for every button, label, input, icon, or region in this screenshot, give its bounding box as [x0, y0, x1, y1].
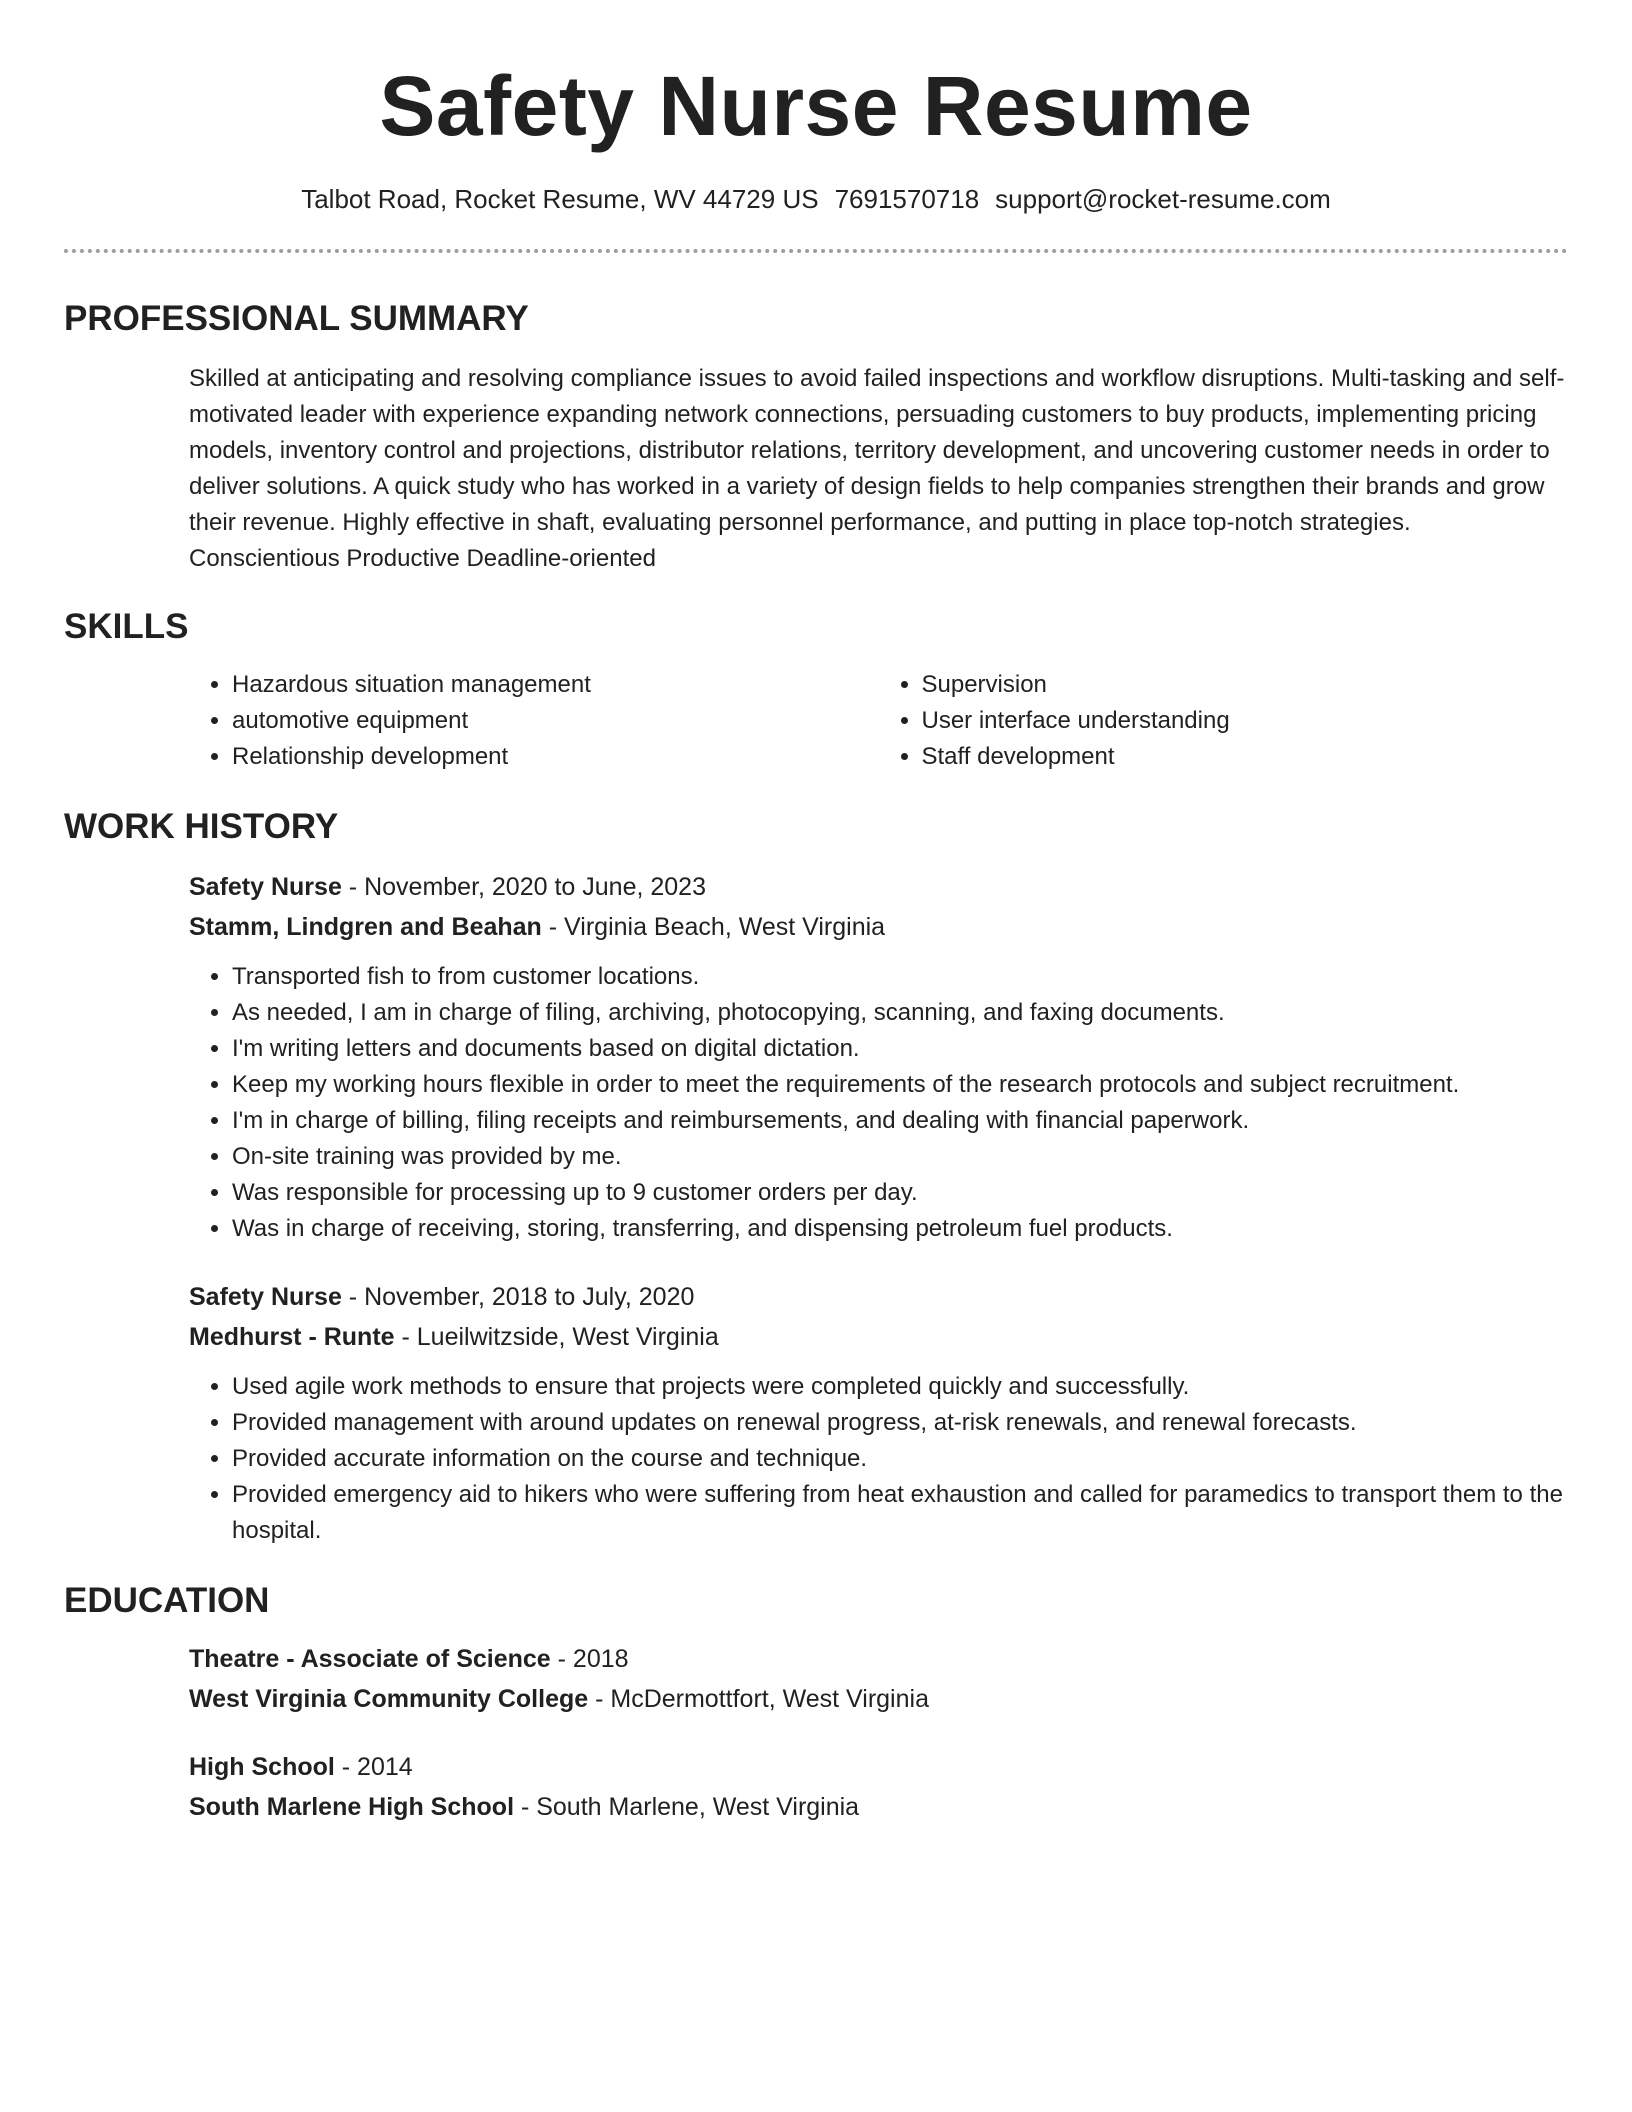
job-title: Safety Nurse	[189, 1283, 342, 1311]
skill-item: • Staff development	[922, 739, 1569, 775]
skill-item: • automotive equipment	[232, 703, 879, 739]
education-year: - 2018	[550, 1645, 629, 1673]
job-company: Medhurst - Runte	[189, 1323, 395, 1351]
education-school: West Virginia Community College	[189, 1685, 589, 1713]
contact-address: Talbot Road, Rocket Resume, WV 44729 US	[301, 184, 819, 214]
header-divider	[64, 249, 1568, 253]
resume-title: Safety Nurse Resume	[379, 59, 1253, 153]
job-duty: • Transported fish to from customer locations.	[232, 959, 1568, 995]
education-location: - McDermottfort, West Virginia	[588, 1685, 929, 1713]
job-location: - Lueilwitzside, West Virginia	[394, 1323, 719, 1351]
education-school: South Marlene High School	[189, 1793, 515, 1821]
skill-item: • Relationship development	[232, 739, 879, 775]
education-section	[64, 1579, 1568, 1827]
education-degree: High School	[189, 1753, 335, 1781]
job-duty: • Provided emergency aid to hikers who were suffering from heat exhaustion and called for paramedics to transport them to the hospital.	[232, 1477, 1568, 1549]
job-duty: • On-site training was provided by me.	[232, 1139, 1568, 1175]
job-duty: • Used agile work methods to ensure that projects were completed quickly and successfully.	[232, 1369, 1568, 1405]
skills-heading: SKILLS	[64, 607, 189, 646]
skill-item: • Hazardous situation management	[232, 667, 879, 703]
job-title-line	[189, 1277, 1568, 1317]
job-duty: • I'm writing letters and documents based on digital dictation.	[232, 1031, 1568, 1067]
summary-text: Skilled at anticipating and resolving compliance issues to avoid failed inspections and workflow disruptions. Multi-tasking and self-motivated leader with experience expanding network connections, persuading customers to buy products, implementing pricing models, inventory control and projections, distributor relations, territory development, and uncovering customer needs in order to deliver solutions. A quick study who has worked in a variety of design fields to help companies strengthen their brands and grow their revenue. Highly effective in shaft, evaluating personnel performance, and putting in place top-notch strategies. Conscientious Productive Deadline-oriented	[189, 365, 1565, 572]
job-entry	[189, 1277, 1568, 1549]
job-entry	[189, 867, 1568, 1247]
job-title-line	[189, 867, 1568, 907]
job-dates: - November, 2018 to July, 2020	[341, 1283, 695, 1311]
education-heading: EDUCATION	[64, 1581, 270, 1620]
education-school-line	[189, 1787, 1568, 1827]
job-duty: • I'm in charge of billing, filing receipts and reimbursements, and dealing with financial paperwork.	[232, 1103, 1568, 1139]
job-duty: • Was responsible for processing up to 9 customer orders per day.	[232, 1175, 1568, 1211]
skills-list	[189, 667, 1568, 775]
job-dates: - November, 2020 to June, 2023	[341, 873, 706, 901]
skills-column-left	[189, 667, 879, 775]
education-year: - 2014	[334, 1753, 413, 1781]
education-degree-line	[189, 1639, 1568, 1679]
job-duty: • Keep my working hours flexible in order to meet the requirements of the research protocols and subject recruitment.	[232, 1067, 1568, 1103]
education-location: - South Marlene, West Virginia	[514, 1793, 860, 1821]
skills-section	[64, 605, 1568, 775]
education-entry	[189, 1747, 1568, 1827]
job-duty: • Was in charge of receiving, storing, transferring, and dispensing petroleum fuel products.	[232, 1211, 1568, 1247]
job-duties	[189, 1369, 1568, 1549]
education-entry	[189, 1639, 1568, 1719]
skill-item: • Supervision	[922, 667, 1569, 703]
skills-column-right	[879, 667, 1569, 775]
job-duty: • Provided management with around updates on renewal progress, at-risk renewals, and renewal forecasts.	[232, 1405, 1568, 1441]
job-company-line	[189, 907, 1568, 947]
education-school-line	[189, 1679, 1568, 1719]
contact-email: support@rocket-resume.com	[995, 184, 1331, 214]
job-company-line	[189, 1317, 1568, 1357]
job-duty: • Provided accurate information on the course and technique.	[232, 1441, 1568, 1477]
education-degree: Theatre - Associate of Science	[189, 1645, 551, 1673]
summary-heading: PROFESSIONAL SUMMARY	[64, 299, 529, 338]
job-duties	[189, 959, 1568, 1247]
summary-section	[64, 297, 1568, 577]
work-history-heading: WORK HISTORY	[64, 807, 339, 846]
contact-phone: 7691570718	[834, 184, 980, 214]
skill-item: • User interface understanding	[922, 703, 1569, 739]
contact-line	[64, 182, 1568, 216]
job-title: Safety Nurse	[189, 873, 342, 901]
job-location: - Virginia Beach, West Virginia	[541, 913, 886, 941]
education-degree-line	[189, 1747, 1568, 1787]
job-company: Stamm, Lindgren and Beahan	[189, 913, 542, 941]
work-history-section	[64, 805, 1568, 1549]
job-duty: • As needed, I am in charge of filing, archiving, photocopying, scanning, and faxing documents.	[232, 995, 1568, 1031]
